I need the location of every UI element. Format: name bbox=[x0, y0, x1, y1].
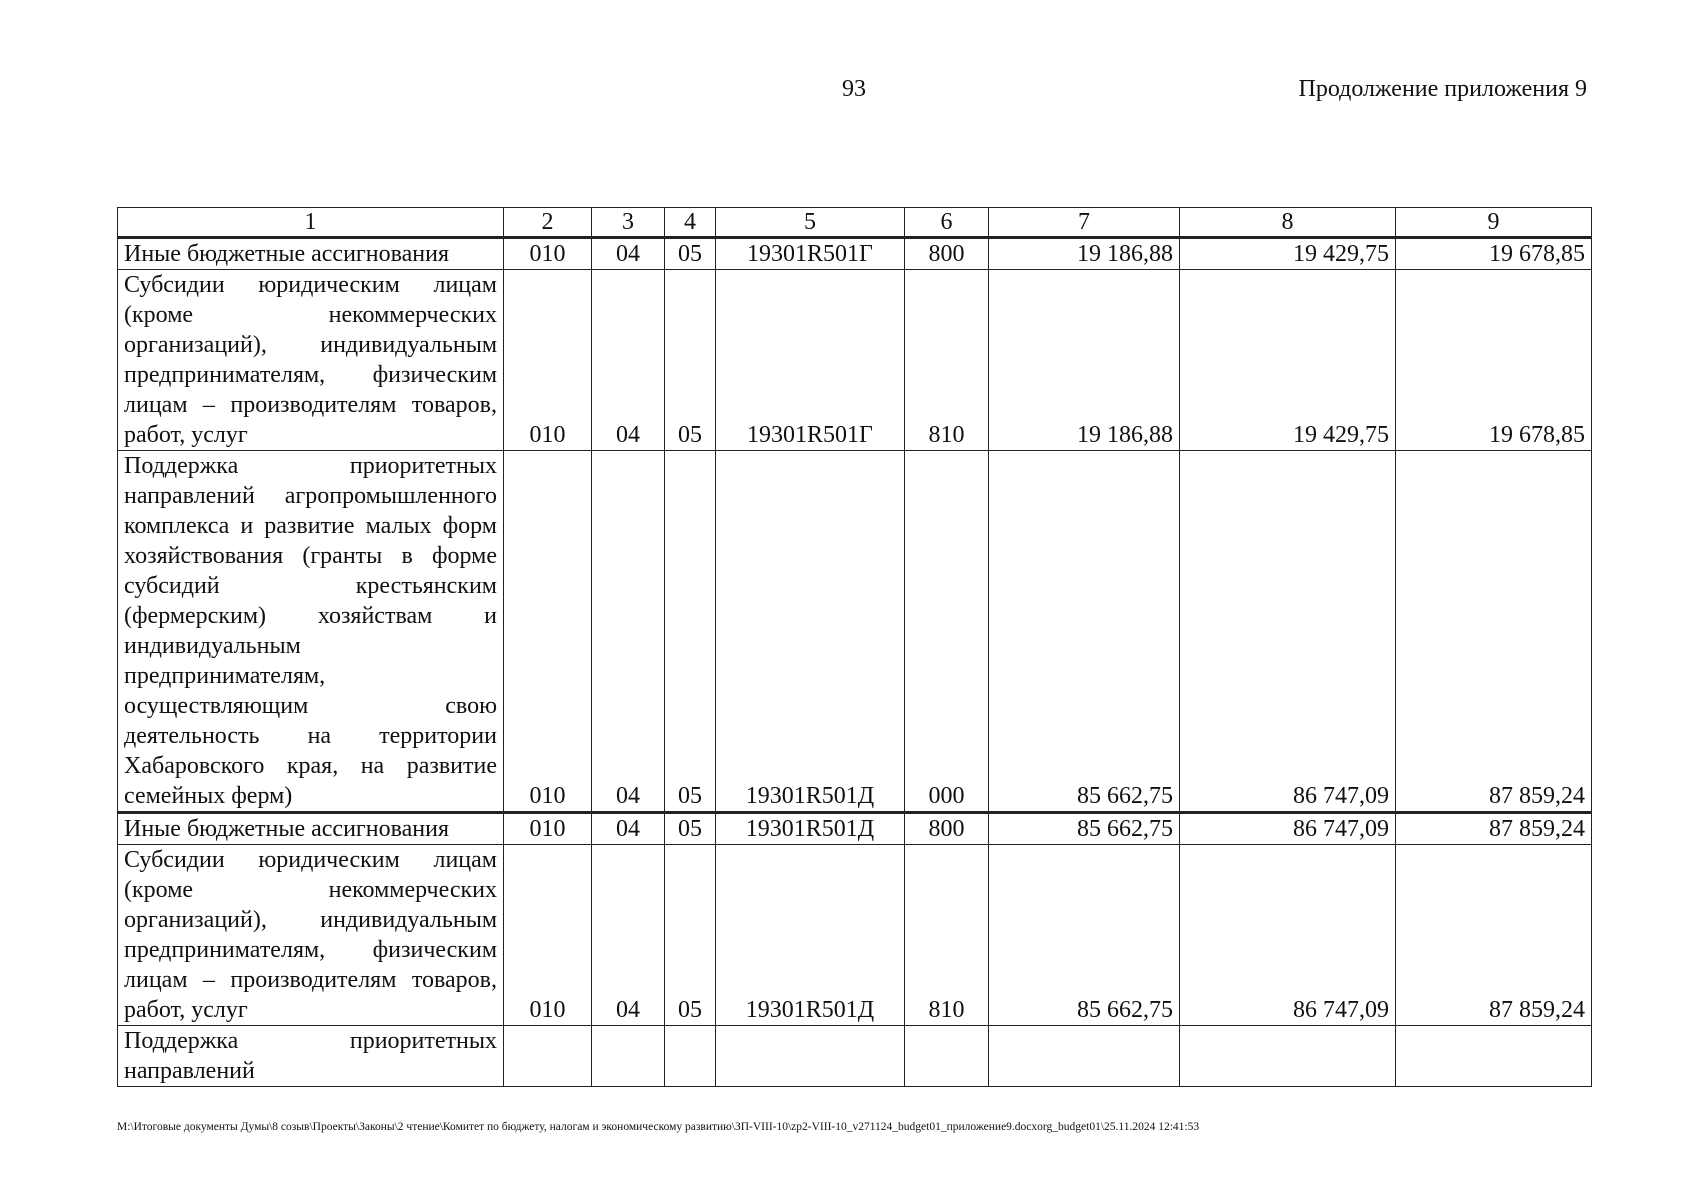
section-code: 04 bbox=[592, 238, 665, 270]
subsection-code: 05 bbox=[665, 813, 716, 845]
table-row bbox=[118, 1026, 1592, 1087]
row-description: Субсидии юридическим лицам (кроме некоммерческих организаций), индивидуальным предпринимателям, физическим лицам – производителям товаров, работ, услуг bbox=[118, 270, 504, 451]
amount-col8 bbox=[1180, 1026, 1396, 1087]
column-number: 3 bbox=[592, 208, 665, 238]
amount-col9: 87 859,24 bbox=[1396, 813, 1592, 845]
amount-col8: 86 747,09 bbox=[1180, 451, 1396, 813]
section-code: 04 bbox=[592, 845, 665, 1026]
amount-col7: 85 662,75 bbox=[989, 451, 1180, 813]
amount-col8: 86 747,09 bbox=[1180, 813, 1396, 845]
row-description: Иные бюджетные ассигнования bbox=[118, 813, 504, 845]
row-description: Иные бюджетные ассигнования bbox=[118, 238, 504, 270]
target-item-code: 19301R501Д bbox=[716, 845, 905, 1026]
section-code: 04 bbox=[592, 451, 665, 813]
column-number: 4 bbox=[665, 208, 716, 238]
ministry-code: 010 bbox=[504, 238, 592, 270]
expense-type-code: 000 bbox=[905, 451, 989, 813]
amount-col8: 19 429,75 bbox=[1180, 270, 1396, 451]
row-description: Поддержка приоритетных направлений bbox=[118, 1026, 504, 1087]
target-item-code: 19301R501Г bbox=[716, 270, 905, 451]
ministry-code: 010 bbox=[504, 845, 592, 1026]
amount-col9: 87 859,24 bbox=[1396, 451, 1592, 813]
section-code: 04 bbox=[592, 813, 665, 845]
appendix-label: Продолжение приложения 9 bbox=[1298, 76, 1587, 102]
expense-type-code: 800 bbox=[905, 238, 989, 270]
amount-col9: 87 859,24 bbox=[1396, 845, 1592, 1026]
amount-col7: 19 186,88 bbox=[989, 270, 1180, 451]
ministry-code: 010 bbox=[504, 813, 592, 845]
target-item-code bbox=[716, 1026, 905, 1087]
amount-col8: 86 747,09 bbox=[1180, 845, 1396, 1026]
column-number: 7 bbox=[989, 208, 1180, 238]
column-number: 1 bbox=[118, 208, 504, 238]
amount-col8: 19 429,75 bbox=[1180, 238, 1396, 270]
expense-type-code: 810 bbox=[905, 845, 989, 1026]
page-number: 93 bbox=[842, 76, 866, 102]
table-header-row bbox=[118, 208, 1592, 238]
budget-table bbox=[117, 207, 1592, 1087]
row-description: Поддержка приоритетных направлений агропромышленного комплекса и развитие малых форм хозяйствования (гранты в форме субсидий крестьянским (фермерским) хозяйствам и индивидуальным предпринимателям, осуществляющим свою деятельность на территории Хабаровского края, на развитие семейных ферм) bbox=[118, 451, 504, 813]
amount-col7: 85 662,75 bbox=[989, 813, 1180, 845]
table-row bbox=[118, 813, 1592, 845]
subsection-code: 05 bbox=[665, 451, 716, 813]
target-item-code: 19301R501Д bbox=[716, 813, 905, 845]
table-row bbox=[118, 270, 1592, 451]
table-row bbox=[118, 845, 1592, 1026]
table-row bbox=[118, 238, 1592, 270]
amount-col9: 19 678,85 bbox=[1396, 238, 1592, 270]
subsection-code bbox=[665, 1026, 716, 1087]
ministry-code bbox=[504, 1026, 592, 1087]
column-number: 2 bbox=[504, 208, 592, 238]
column-number: 8 bbox=[1180, 208, 1396, 238]
amount-col9 bbox=[1396, 1026, 1592, 1087]
subsection-code: 05 bbox=[665, 845, 716, 1026]
amount-col7: 85 662,75 bbox=[989, 845, 1180, 1026]
amount-col9: 19 678,85 bbox=[1396, 270, 1592, 451]
column-number: 6 bbox=[905, 208, 989, 238]
column-number: 9 bbox=[1396, 208, 1592, 238]
subsection-code: 05 bbox=[665, 270, 716, 451]
expense-type-code bbox=[905, 1026, 989, 1087]
amount-col7: 19 186,88 bbox=[989, 238, 1180, 270]
amount-col7 bbox=[989, 1026, 1180, 1087]
column-number: 5 bbox=[716, 208, 905, 238]
ministry-code: 010 bbox=[504, 270, 592, 451]
row-description: Субсидии юридическим лицам (кроме некоммерческих организаций), индивидуальным предпринимателям, физическим лицам – производителям товаров, работ, услуг bbox=[118, 845, 504, 1026]
file-path-footer: M:\Итоговые документы Думы\8 созыв\Проекты\Законы\2 чтение\Комитет по бюджету, налогам и экономическому развитию\ЗП-VIII-10\zp2-VIII-10_v271124_budget01_приложение9.docxorg_budget01\25.11.2024 12:41:53 bbox=[117, 1121, 1200, 1133]
expense-type-code: 800 bbox=[905, 813, 989, 845]
table-row bbox=[118, 451, 1592, 813]
ministry-code: 010 bbox=[504, 451, 592, 813]
subsection-code: 05 bbox=[665, 238, 716, 270]
target-item-code: 19301R501Д bbox=[716, 451, 905, 813]
section-code bbox=[592, 1026, 665, 1087]
section-code: 04 bbox=[592, 270, 665, 451]
target-item-code: 19301R501Г bbox=[716, 238, 905, 270]
expense-type-code: 810 bbox=[905, 270, 989, 451]
